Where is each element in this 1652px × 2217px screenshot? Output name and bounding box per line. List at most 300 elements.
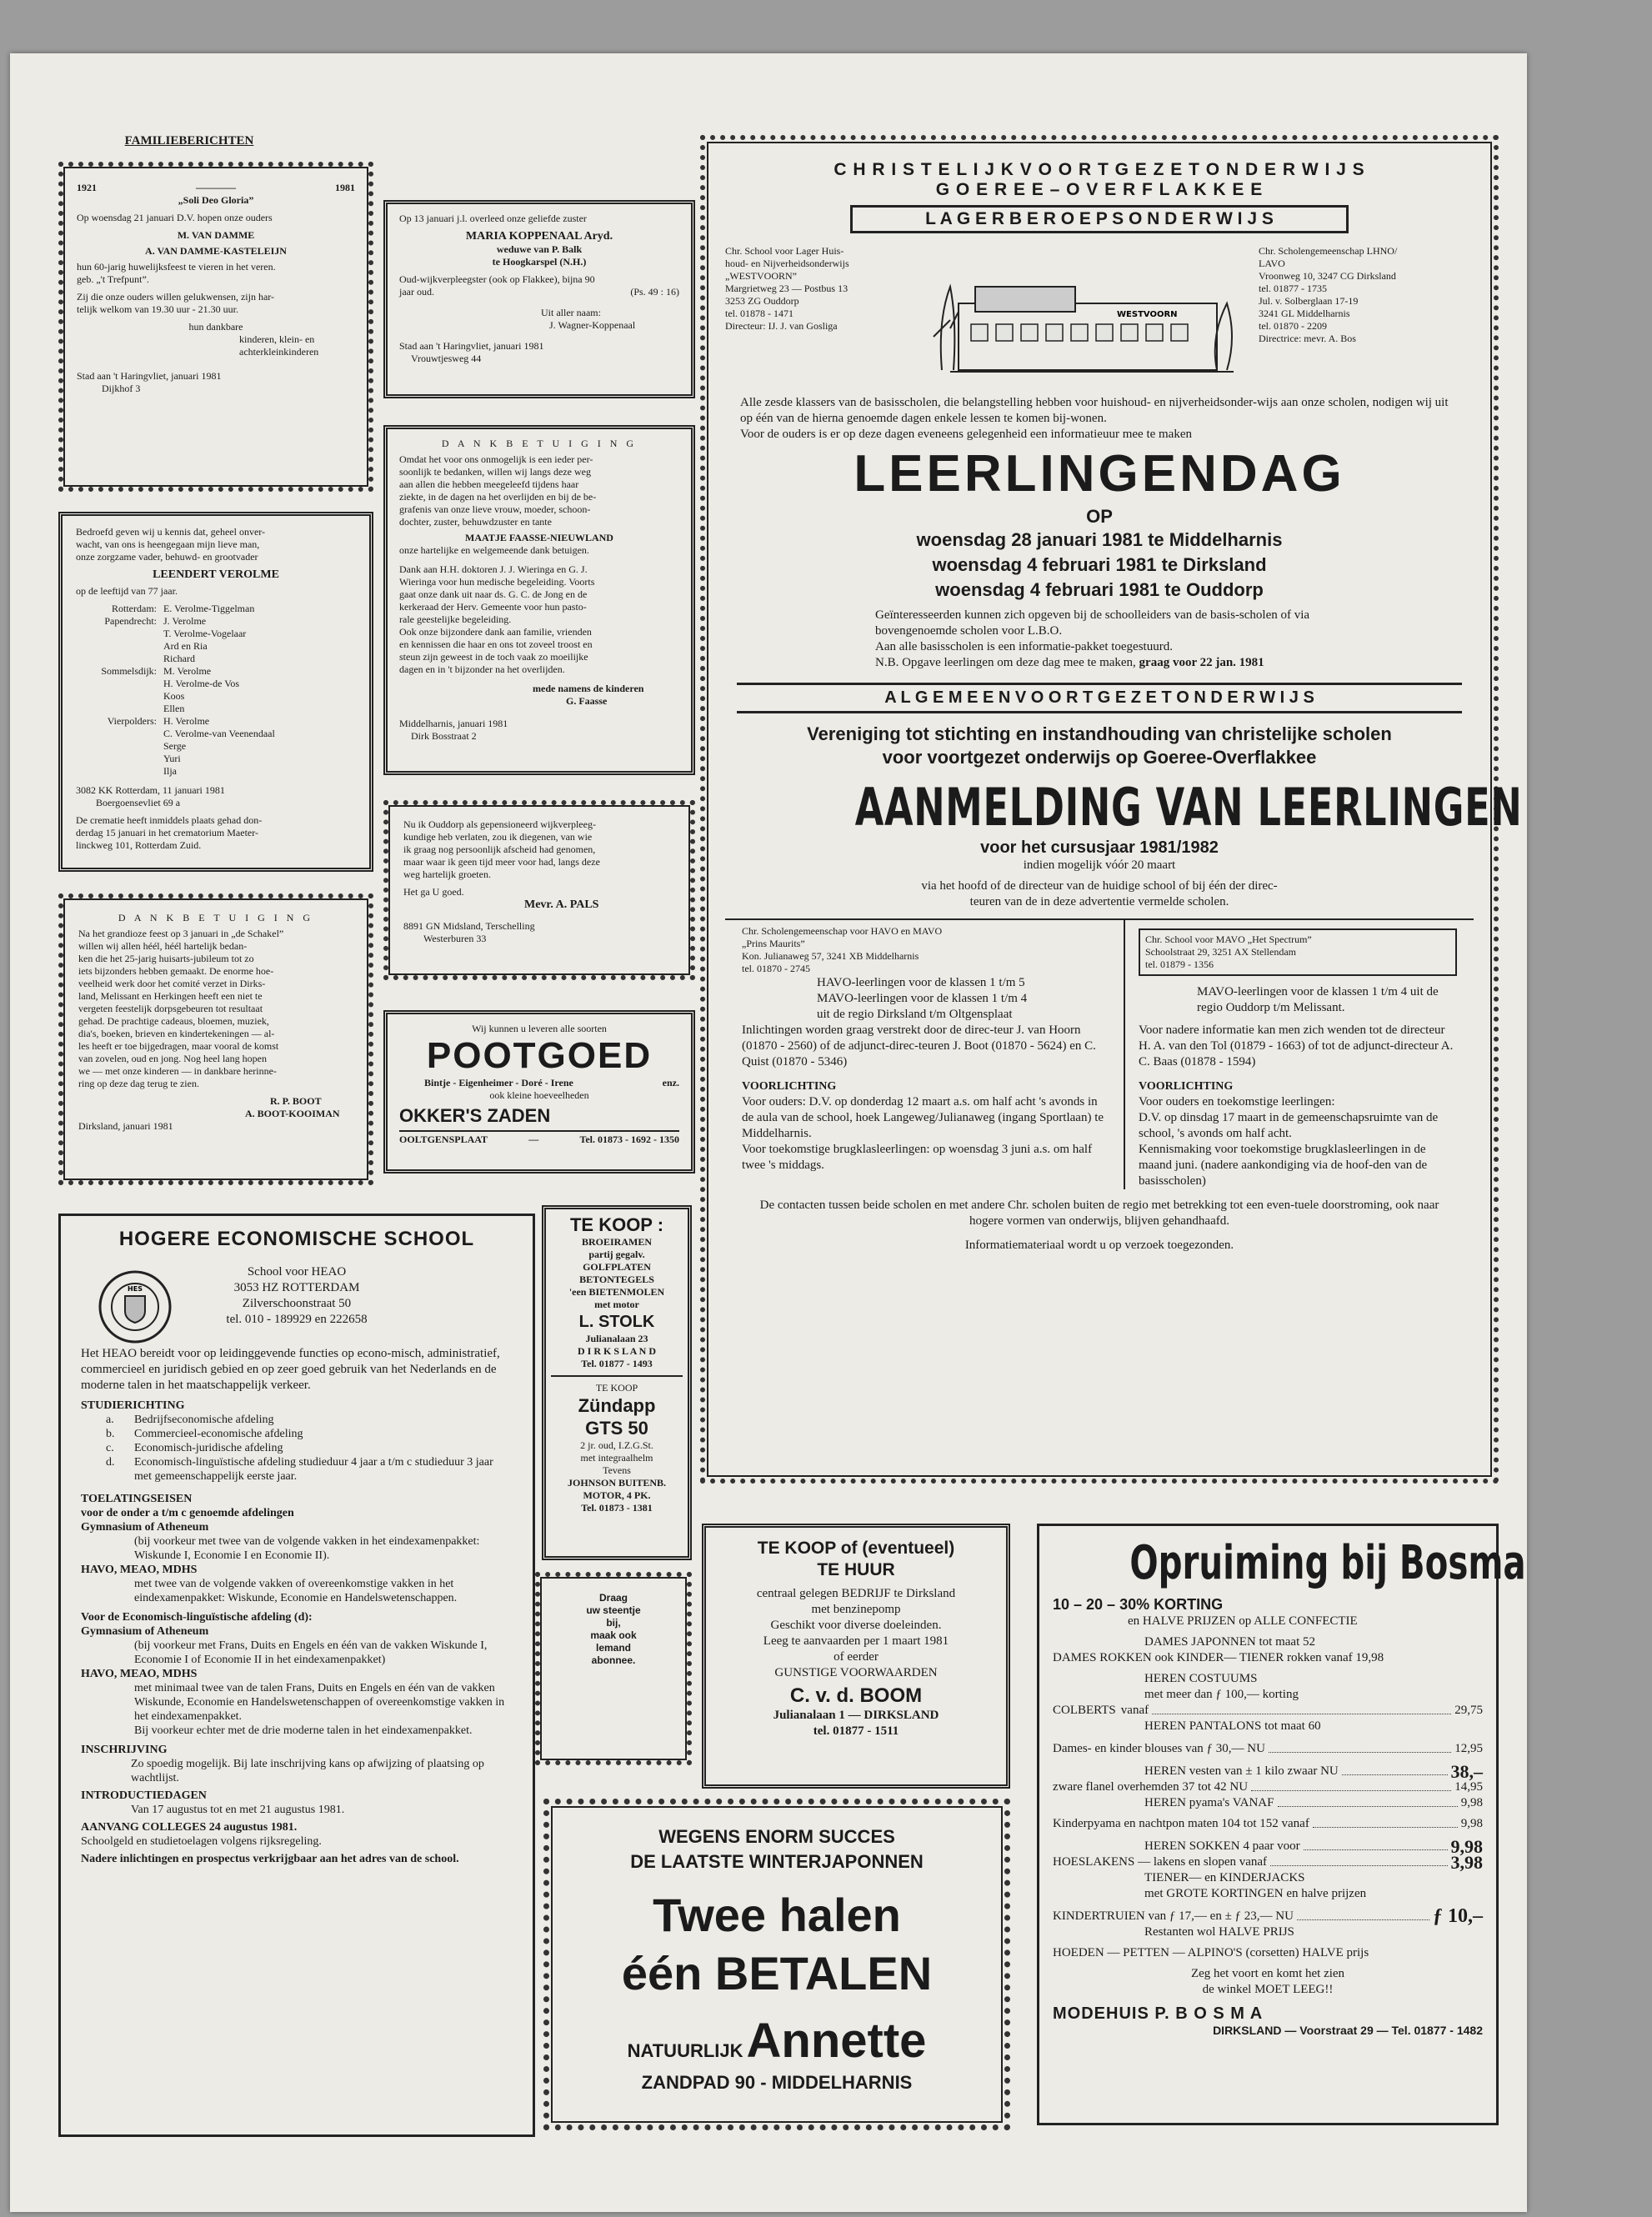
text-line: kerkeraad der Herv. Gemeente voor hun pasto- — [399, 601, 587, 613]
text-line: vanaf — [1120, 1704, 1149, 1717]
phone: Tel. 01873 - 1692 - 1350 — [579, 1134, 679, 1145]
text-line: Vereniging tot stichting en instandhouding van christelijke scholen — [807, 723, 1392, 744]
text-line: Leeg te aanvaarden per 1 maart 1981 — [763, 1634, 949, 1648]
text-line: les heeft er toe bijgedragen, maar vooral de komst — [78, 1040, 279, 1052]
ad-headline: Opruiming bij Bosma — [1129, 1536, 1526, 1590]
family-member: Koos — [163, 690, 185, 702]
section-heading: INSCHRIJVING — [81, 1744, 168, 1756]
text-line: onze hartelijke en welgemeende dank betuigen. — [399, 544, 589, 556]
seller-name: L. STOLK — [578, 1313, 655, 1331]
ad-stolk — [542, 1205, 692, 1560]
family-member: Ilja — [163, 765, 177, 777]
price: ƒ 10,– — [1433, 1905, 1483, 1927]
address: Dirk Bosstraat 2 — [411, 730, 477, 742]
text-line: Oud-wijkverpleegster (ook op Flakkee), bijna 90 — [399, 273, 595, 285]
ad-title: D A N K B E T U I G I N G — [118, 912, 314, 923]
text-line: Schoolstraat 29, 3251 AX Stellendam — [1145, 946, 1296, 958]
signature: Mevr. A. PALS — [524, 898, 599, 911]
person-name: LEENDERT VEROLME — [153, 568, 279, 581]
place: OOLTGENSPLAAT — [399, 1134, 488, 1145]
text-line: De contacten tussen beide scholen en met andere Chr. scholen buiten de regio met betrekking tot een even-tuele doorstroming, ook naar hogere vormen van onderwijs, blijven gehandhaafd. — [759, 1199, 1439, 1228]
address: Julianalaan 23 — [585, 1333, 648, 1344]
price-label: Kinderpyama en nachtpon maten 104 tot 152 vanaf — [1053, 1817, 1309, 1830]
text-line: HOEDEN — PETTEN — ALPINO'S (corsetten) HALVE prijs — [1053, 1946, 1369, 1959]
text-line: Nu ik Ouddorp als gepensioneerd wijkverpleeg- — [403, 818, 596, 830]
text-line: HAVO-leerlingen voor de klassen 1 t/m 5 — [817, 976, 1025, 989]
text-line: Zo spoedig mogelijk. Bij late inschrijving kans op afwijzing of plaatsing op wachtlijst. — [131, 1758, 484, 1784]
big-headline: AANMELDING VAN LEERLINGEN — [854, 777, 1523, 838]
text-line: De crematie heeft inmiddels plaats gehad don- — [76, 814, 263, 826]
signature: achterkleinkinderen — [239, 346, 319, 358]
text-line: Ook onze bijzondere dank aan familie, vrienden — [399, 626, 592, 638]
section-heading: STUDIERICHTING — [81, 1399, 185, 1412]
text-line: „WESTVOORN” — [725, 270, 797, 282]
phone: tel. 01877 - 1511 — [813, 1724, 899, 1738]
text-line: Zeg het voort en komt het zien — [1190, 1967, 1345, 1980]
text-line: 3253 ZG Ouddorp — [725, 295, 799, 307]
text-line: Chr. School voor MAVO „Het Spectrum” — [1145, 933, 1312, 945]
text-line: uw steentje — [586, 1604, 641, 1616]
text-line: 2 jr. oud, I.Z.G.St. — [580, 1439, 653, 1451]
family-member: Serge — [163, 740, 187, 752]
family-place — [76, 740, 163, 753]
address: 3082 KK Rotterdam, 11 januari 1981 — [76, 784, 225, 796]
text-line: telijk welkom van 19.30 uur - 21.30 uur. — [77, 303, 238, 315]
address: DIRKSLAND — Voorstraat 29 — Tel. 01877 - 1482 — [1213, 2024, 1483, 2037]
signature: J. Wagner-Koppenaal — [549, 319, 636, 331]
school-prins-maurits — [742, 925, 1110, 975]
text-line: Voor ouders en toekomstige leerlingen: — [1139, 1095, 1335, 1108]
text-line: geb. „'t Trefpunt”. — [77, 273, 149, 285]
school-illustration — [925, 245, 1250, 387]
product-name: Zündapp — [578, 1395, 656, 1416]
ad-subheadline: G O E R E E – O V E R F L A K K E E — [935, 180, 1264, 199]
text-line: (bij voorkeur met Frans, Duits en Engels en één van de vakken Wiskunde I, Economie I of Economie II in het eindexamenpakket) — [134, 1639, 488, 1666]
family-member: Richard — [163, 653, 195, 664]
text-line: Schoolgeld en studietoelagen volgens rijksregeling. — [81, 1835, 322, 1848]
signature: hun dankbare — [188, 321, 243, 333]
text-line: tel. 01877 - 1735 — [1259, 283, 1327, 294]
text-line: Geschikt voor diverse doeleinden. — [770, 1619, 942, 1632]
item-text: Economisch-juridische afdeling — [134, 1442, 283, 1454]
text-line: vergeten feestelijk dorpsgebeuren tot resultaat — [78, 1003, 263, 1014]
family-member: E. Verolme-Tiggelman — [163, 603, 255, 614]
text-line: iets bijzonders hebben gemaakt. De enorme hoe- — [78, 965, 274, 977]
ad-headline: TE KOOP of (eventueel) — [757, 1539, 955, 1558]
text-line: gaat onze dank uit naar ds. G. C. de Jong en de — [399, 588, 588, 600]
text-line: Bintje - Eigenheimer - Doré - Irene — [424, 1077, 573, 1088]
banner-text: A L G E M E E N V O O R T G E Z E T O N D E R W I J S — [884, 688, 1314, 707]
text-line: voor voortgezet onderwijs op Goeree-Overflakkee — [882, 747, 1317, 768]
text-line: TE KOOP — [595, 1382, 638, 1394]
item: BETONTEGELS — [579, 1274, 654, 1285]
text-line: Voor nadere informatie kan men zich wenden tot de directeur H. A. van den Tol (01879 - 1663) of tot de adjunct-directeur A. C. Baas (01878 - 1594) — [1139, 1023, 1454, 1068]
shop-name: Annette — [746, 2014, 927, 2068]
text-line: „Prins Maurits” — [742, 938, 805, 949]
signature: mede namens de kinderen — [533, 683, 644, 694]
text-line: HEREN COSTUUMS — [1144, 1672, 1258, 1685]
school-logo — [98, 1269, 173, 1344]
family-row — [76, 690, 356, 703]
section-heading: VOORLICHTING — [1139, 1080, 1234, 1093]
price-label: HOESLAKENS — lakens en slopen vanaf — [1053, 1855, 1268, 1869]
section-heading: TOELATINGSEISEN — [81, 1493, 193, 1505]
item-text: Economisch-linguïstische afdeling studieduur 4 jaar a t/m c studieduur 3 jaar met gemeenschappelijk eerste jaar. — [134, 1456, 493, 1483]
text-line: Wieringa voor hun medische begeleiding. Voorts — [399, 576, 595, 588]
text-line: HAVO, MEAO, MDHS — [81, 1668, 198, 1680]
text-line: Wij kunnen u leveren alle soorten — [472, 1023, 607, 1034]
study-item — [81, 1413, 513, 1427]
address: Zilverschoonstraat 50 — [242, 1297, 352, 1310]
text-line: Directeur: IJ. J. van Gosliga — [725, 320, 838, 332]
text-line: Informatiemateriaal wordt u op verzoek toegezonden. — [964, 1239, 1234, 1252]
family-list — [76, 603, 356, 778]
item-letter: c. — [106, 1442, 114, 1454]
family-place — [76, 653, 163, 665]
intro-text: Alle zesde klassers van de basisscholen, die belangstelling hebben voor huishoud- en nijverheidsonder-wijs aan onze scholen, nodigen wij uit op één van de hierna genoemde dagen enkele lessen te komen bij-wonen. — [740, 396, 1449, 425]
address: 3053 HZ ROTTERDAM — [233, 1281, 360, 1294]
text-line: voor de onder a t/m c genoemde afdelingen — [81, 1507, 294, 1519]
ad-pootgoed: Wij kunnen u leveren alle soorten POOTGOED Bintje - Eigenheimer - Doré - Irene enz. ook kleine hoeveelheden OKKER'S ZADEN OOLTGENSPLAAT — Tel. 01873 - 1692 - 1350 — [383, 1010, 695, 1174]
year-end: 1981 — [335, 182, 355, 193]
price-label: HEREN SOKKEN 4 paar voor — [1144, 1839, 1300, 1853]
price: 38,– — [1450, 1761, 1483, 1782]
text-line: Voor toekomstige brugklasleerlingen: op woensdag 3 juni a.s. om half twee 's middags. — [742, 1143, 1093, 1172]
family-row — [76, 765, 356, 778]
text-line: Chr. Scholengemeenschap voor HAVO en MAVO — [742, 925, 943, 937]
ad-van-damme: 1921 ———— 1981 „Soli Deo Gloria” Op woensdag 21 januari D.V. hopen onze ouders M. VAN DAMME A. VAN DAMME-KASTELEIJN hun 60-jarig huwelijksfeest te vieren in het veren. geb. „'t Trefpunt”. Zij die onze ouders willen gelukwensen, zijn har- telijk welkom van 19.30 uur - 21.30 uur. hun dankbare kinderen, klein- en achterkleinkinderen Stad aan 't Haringvliet, januari 1981 Dijkhof 3 — [58, 162, 373, 492]
section-heading: AANVANG COLLEGES 24 augustus 1981. — [81, 1821, 298, 1834]
text-line: van zovelen, oud en jong. Nog heel lang hopen — [78, 1053, 267, 1064]
ad-boot — [58, 893, 373, 1185]
item: 'een BIETENMOLEN — [568, 1286, 665, 1298]
ad-headline: TE KOOP : — [569, 1214, 664, 1235]
ad-bosma — [1037, 1524, 1526, 2125]
place-date: Dirksland, januari 1981 — [78, 1120, 173, 1132]
text-line: TIENER— en KINDERJACKS — [1144, 1871, 1305, 1884]
text-line: steun zijn geweest in de toch vaak zo moeilijke — [399, 651, 588, 663]
text-line: op de leeftijd van 77 jaar. — [76, 585, 178, 597]
text-line: met GROTE KORTINGEN en halve prijzen — [1144, 1887, 1367, 1900]
text-line: te Hoogkarspel (N.H.) — [492, 256, 587, 268]
text-line: met integraalhelm — [580, 1452, 653, 1464]
family-member: C. Verolme-van Veenendaal — [163, 728, 275, 739]
logo-initials: HES — [128, 1285, 143, 1293]
text-line: Vroonweg 10, 3247 CG Dirksland — [1259, 270, 1396, 282]
text-line: lemand — [595, 1642, 631, 1654]
family-member: J. Verolme — [163, 615, 207, 627]
text-line: DAMES ROKKEN ook KINDER— TIENER rokken vanaf 19,98 — [1053, 1651, 1384, 1664]
text-line: Tevens — [603, 1464, 631, 1476]
place-date: Middelharnis, januari 1981 — [399, 718, 508, 729]
study-item — [81, 1455, 513, 1484]
text-line: centraal gelegen BEDRIJF te Dirksland — [756, 1587, 956, 1600]
text-line: met minimaal twee van de talen Frans, Duits en Engels en één van de vakken Wiskunde, Economie en Handelswetenschappen of overeenkomstige vakken in het eindexamenpakket. — [134, 1682, 505, 1723]
banner-text: L A G E R B E R O E P S O N D E R W I J S — [925, 209, 1274, 228]
text-line: voor het cursusjaar 1981/1982 — [980, 838, 1219, 857]
price: 12,95 — [1454, 1742, 1483, 1755]
text-line: Op 13 januari j.l. overleed onze geliefde zuster — [399, 213, 587, 224]
newspaper-page — [10, 53, 1527, 2212]
text-line: wacht, van ons is heengegaan mijn lieve man, — [76, 538, 260, 550]
ad-headline: C H R I S T E L I J K V O O R T G E Z E T O N D E R W I J S — [834, 160, 1365, 179]
address: Westerburen 33 — [423, 933, 487, 944]
text-line: (bij voorkeur met twee van de volgende vakken in het eindexamenpakket: Wiskunde I, Economie I en Economie II). — [134, 1535, 480, 1562]
ad-annette — [543, 1799, 1010, 2130]
phone: Tel. 01877 - 1493 — [581, 1358, 653, 1369]
text-line: teuren van de in deze advertentie vermelde scholen. — [969, 895, 1229, 908]
product-model: GTS 50 — [585, 1418, 648, 1439]
text-line: abonnee. — [591, 1654, 636, 1666]
text-line: HEREN PANTALONS tot maat 60 — [1144, 1719, 1321, 1733]
text-line: houd- en Nijverheidsonderwijs — [725, 258, 849, 269]
price: 9,98 — [1460, 1796, 1483, 1809]
text-line: gehad. De prachtige cadeaus, bloemen, muziek, — [78, 1015, 269, 1027]
section-heading: VOORLICHTING — [742, 1080, 837, 1093]
text-line: ziekte, in de dagen na het overlijden en bij de be- — [399, 491, 597, 503]
text-line: met meer dan ƒ 100,— korting — [1144, 1688, 1299, 1701]
family-row — [76, 603, 356, 615]
family-member: T. Verolme-Vogelaar — [163, 628, 247, 639]
text-line: Margrietweg 23 — Postbus 13 — [725, 283, 849, 294]
text-line: Jul. v. Solberglaan 17-19 — [1259, 295, 1359, 307]
address: Dijkhof 3 — [102, 383, 141, 394]
text-line: Chr. School voor Lager Huis- — [725, 245, 844, 257]
text-line: grafenis van onze lieve vrouw, moeder, schoon- — [399, 503, 591, 515]
family-member: Ellen — [163, 703, 185, 714]
family-row — [76, 678, 356, 690]
family-member: H. Verolme-de Vos — [163, 678, 239, 689]
family-member: M. Verolme — [163, 665, 212, 677]
text-line: Directrice: mevr. A. Bos — [1259, 333, 1356, 344]
family-place — [76, 703, 163, 715]
family-place: Sommelsdijk: — [101, 665, 157, 677]
text-line: Van 17 augustus tot en met 21 augustus 1981. — [131, 1804, 345, 1816]
signature: A. BOOT-KOOIMAN — [245, 1108, 340, 1119]
signature: Uit aller naam: — [541, 307, 601, 318]
family-place — [76, 640, 163, 653]
body-text — [78, 928, 353, 1090]
company-name: OKKER'S ZADEN — [399, 1105, 551, 1126]
family-row — [76, 753, 356, 765]
text-line: weg hartelijk groeten. — [403, 868, 491, 880]
date-line: woensdag 4 februari 1981 te Dirksland — [932, 554, 1267, 575]
text-line: Zij die onze ouders willen gelukwensen, zijn har- — [77, 291, 275, 303]
family-place — [76, 728, 163, 740]
text-line: Voor ouders: D.V. op donderdag 12 maart a.s. om half acht 's avonds in de aula van de school, hoek Langeweg/Julianaweg (ingang Sportlaan) te Middelharnis. — [742, 1095, 1104, 1140]
body-text — [399, 453, 679, 528]
text-line: veelheid werk door het comité verzet in Dirks- — [78, 978, 266, 989]
text-line: bij, — [606, 1617, 621, 1629]
address: ZANDPAD 90 - MIDDELHARNIS — [641, 2072, 913, 2093]
text-line: we — met onze kinderen — in dankbare herinne- — [78, 1065, 277, 1077]
text-line: Draag — [598, 1592, 628, 1604]
family-place — [76, 753, 163, 765]
psalm-ref: (Ps. 49 : 16) — [630, 286, 679, 298]
ad-boom — [702, 1524, 1010, 1789]
text-line: onze zorgzame vader, behuwd- en grootvader — [76, 551, 258, 563]
address: Vrouwtjesweg 44 — [411, 353, 482, 364]
ad-line: DE LAATSTE WINTERJAPONNEN — [630, 1851, 924, 1872]
person-name: MAATJE FAASSE-NIEUWLAND — [465, 532, 613, 543]
person-name: A. VAN DAMME-KASTELEIJN — [145, 245, 287, 257]
item-letter: b. — [106, 1428, 115, 1440]
family-row — [76, 628, 356, 640]
text-line: Gymnasium of Atheneum — [81, 1521, 209, 1534]
family-place: Rotterdam: — [112, 603, 157, 614]
address: 8891 GN Midsland, Terschelling — [403, 920, 535, 932]
ad-subheadline: TE HUUR — [817, 1560, 895, 1579]
text-line: Chr. Scholengemeenschap LHNO/ — [1259, 245, 1398, 257]
school-spectrum — [1139, 928, 1457, 976]
phone: Tel. 01873 - 1381 — [581, 1502, 653, 1514]
lbo-banner — [850, 205, 1349, 233]
text-line: dagen en in 't bijzonder na het overlijden. — [399, 663, 565, 675]
text-line: NATUURLIJK — [627, 2040, 743, 2061]
family-member: H. Verolme — [163, 715, 210, 727]
text-line: en HALVE PRIJZEN op ALLE CONFECTIE — [1128, 1614, 1358, 1628]
address: Boergoensevliet 69 a — [96, 797, 181, 808]
text-line: dochter, zuster, behuwdzuster en tante — [399, 516, 552, 528]
price: 14,95 — [1454, 1780, 1483, 1794]
study-item — [81, 1427, 513, 1441]
item-letter: a. — [106, 1414, 114, 1426]
year-start: 1921 — [77, 182, 97, 193]
slogan — [547, 1592, 680, 1667]
text-line: D.V. op dinsdag 17 maart in de gemeenschapsruimte van de school, 's avonds om half acht. — [1139, 1111, 1439, 1140]
price: 9,98 — [1450, 1836, 1483, 1857]
price: 3,98 — [1450, 1852, 1483, 1873]
family-row — [76, 715, 356, 728]
text-line: aan allen die hebben meegeleefd tijdens haar — [399, 478, 579, 490]
deadline: graag voor 22 jan. 1981 — [1139, 656, 1264, 669]
text-line: Op woensdag 21 januari D.V. hopen onze ouders — [77, 212, 273, 223]
text-line: hun 60-jarig huwelijksfeest te vieren in het veren. — [77, 261, 276, 273]
family-row — [76, 665, 356, 678]
item-text: Bedrijfseconomische afdeling — [134, 1414, 274, 1426]
ad-faasse — [383, 425, 695, 775]
item-letter: d. — [106, 1456, 115, 1469]
item: GOLFPLATEN — [583, 1261, 651, 1273]
text-line: via het hoofd of de directeur van de huidige school of bij één der direc- — [921, 879, 1278, 893]
signature: G. Faasse — [566, 695, 608, 707]
study-item — [81, 1441, 513, 1455]
ad-title: D A N K B E T U I G I N G — [441, 438, 638, 449]
text-line: dia's, boeken, brieven en kindertekeningen — al- — [78, 1028, 275, 1039]
text-line: jaar oud. — [399, 286, 434, 298]
text-line: MAVO-leerlingen voor de klassen 1 t/m 4 uit de regio Ouddorp t/m Melissant. — [1197, 985, 1439, 1014]
text-line: School voor HEAO — [247, 1265, 347, 1279]
text-line: ken die het 25-jarig huisarts-jubileum tot zo — [78, 953, 254, 964]
price-label: COLBERTS — [1053, 1704, 1116, 1717]
text-line: maak ook — [590, 1629, 637, 1641]
family-place — [76, 678, 163, 690]
text-line: OP — [1086, 506, 1113, 527]
text-line: Bedroefd geven wij u kennis dat, geheel onver- — [76, 526, 266, 538]
person-name: MARIA KOPPENAAL Aryd. — [465, 230, 613, 243]
item: partij gegalv. — [588, 1249, 645, 1260]
text-line: tel. 01878 - 1471 — [725, 308, 793, 319]
family-place — [76, 765, 163, 778]
ad-koppenaal — [383, 200, 695, 398]
text-line: derdag 15 januari in het crematorium Maeter- — [76, 827, 258, 838]
item: BROEIRAMEN — [581, 1236, 652, 1248]
text-line: en kennissen die haar en ons tot zoveel troost en — [399, 638, 593, 650]
signature: kinderen, klein- en — [239, 333, 315, 345]
text-line: rale geestelijke begeleiding. — [399, 613, 512, 625]
place-date: Stad aan 't Haringvliet, januari 1981 — [399, 340, 544, 352]
ad-line: WEGENS ENORM SUCCES — [658, 1826, 895, 1847]
text-line: ook kleine hoeveelheden — [489, 1089, 589, 1101]
text-line: N.B. Opgave leerlingen om deze dag mee te maken, — [875, 656, 1136, 669]
big-headline: Twee halen — [653, 1889, 901, 1941]
text-line: Gymnasium of Atheneum — [81, 1625, 209, 1638]
text-line: DAMES JAPONNEN tot maat 52 — [1144, 1635, 1315, 1649]
text-line: Nadere inlichtingen en prospectus verkrijgbaar aan het adres van de school. — [81, 1853, 459, 1865]
school-westvoorn — [725, 245, 925, 387]
family-place — [76, 628, 163, 640]
text-line: maar waar ik geen tijd meer voor had, langs deze — [403, 856, 600, 868]
text-line: tel. 01870 - 2745 — [742, 963, 810, 974]
text-line: ik graag nog persoonlijk afscheid had genomen, — [403, 843, 596, 855]
ad-verolme — [58, 512, 373, 872]
price-label: zware flanel overhemden 37 tot 42 NU — [1053, 1780, 1249, 1794]
price: 9,98 — [1460, 1817, 1483, 1830]
shop-name: MODEHUIS P. B O S M A — [1053, 2004, 1264, 2023]
avo-banner — [737, 683, 1462, 713]
text-line: tel. 01870 - 2209 — [1259, 320, 1327, 332]
signature: R. P. BOOT — [270, 1095, 322, 1107]
text-line: kundige heb verlaten, zou ik diegenen, van wie — [403, 831, 593, 843]
text-line: Dank aan H.H. doktoren J. J. Wieringa en G. J. — [399, 563, 588, 575]
text-line: de winkel MOET LEEG!! — [1202, 1983, 1334, 1996]
text-line: Voor de Economisch-linguïstische afdeling (d): — [81, 1611, 313, 1624]
big-headline: één BETALEN — [621, 1947, 933, 1999]
price-label: KINDERTRUIEN van ƒ 17,— en ± ƒ 23,— NU — [1053, 1909, 1294, 1923]
building-sign: WESTVOORN — [1117, 310, 1178, 319]
ad-christelijk-onderwijs — [700, 135, 1523, 1484]
text-line: Aan alle basisscholen is een informatie-pakket toegestuurd. — [875, 640, 1173, 653]
text-line: met benzinepomp — [811, 1603, 901, 1616]
address: Julianalaan 1 — DIRKSLAND — [773, 1709, 939, 1722]
date-line: woensdag 4 februari 1981 te Ouddorp — [935, 579, 1264, 600]
family-row — [76, 740, 356, 753]
section-title: FAMILIEBERICHTEN — [124, 134, 254, 148]
family-row — [76, 653, 356, 665]
price-label: HEREN vesten van ± 1 kilo zwaar NU — [1144, 1764, 1339, 1778]
text-line: Bij voorkeur echter met de drie moderne talen in het eindexamenpakket. — [134, 1724, 473, 1737]
price-label: Dames- en kinder blouses van ƒ 30,— NU — [1053, 1742, 1265, 1755]
text-line: JOHNSON BUITENB. — [567, 1477, 667, 1489]
person-name: M. VAN DAMME — [177, 229, 255, 241]
intro-text: Het HEAO bereidt voor op leidinggevende functies op econo-misch, administratief, commercieel en juridisch gebied en op zeer goed gebruik van het Nederlands en de moderne talen in het maatschappelijk verkeer. — [81, 1347, 500, 1392]
text-line: met twee van de volgende vakken of overeenkomstige vakken in het eindexamenpakket: Wiskunde, Economie en Handelswetenschappen. — [134, 1578, 458, 1604]
text-line: Kennismaking voor toekomstige brugklasleerlingen in de maand juni. (nadere aankondiging via de hoof-den van de basisscholen) — [1139, 1143, 1428, 1188]
text-line: tel. 01879 - 1356 — [1145, 958, 1214, 970]
motto: „Soli Deo Gloria” — [178, 194, 254, 206]
family-row — [76, 615, 356, 628]
text-line: Omdat het voor ons onmogelijk is een ieder per- — [399, 453, 593, 465]
text-line: of eerder — [834, 1650, 879, 1664]
ad-pals — [383, 800, 695, 980]
ad-draag — [535, 1572, 692, 1765]
text-line: GUNSTIGE VOORWAARDEN — [774, 1666, 938, 1679]
section-heading: INTRODUCTIEDAGEN — [81, 1789, 207, 1802]
school-lhno-lavo — [1250, 245, 1474, 387]
text-line: willen wij allen héél, héél hartelijk bedan- — [78, 940, 248, 952]
family-place: Vierpolders: — [107, 715, 157, 727]
discount-line: 10 – 20 – 30% KORTING — [1053, 1596, 1224, 1613]
